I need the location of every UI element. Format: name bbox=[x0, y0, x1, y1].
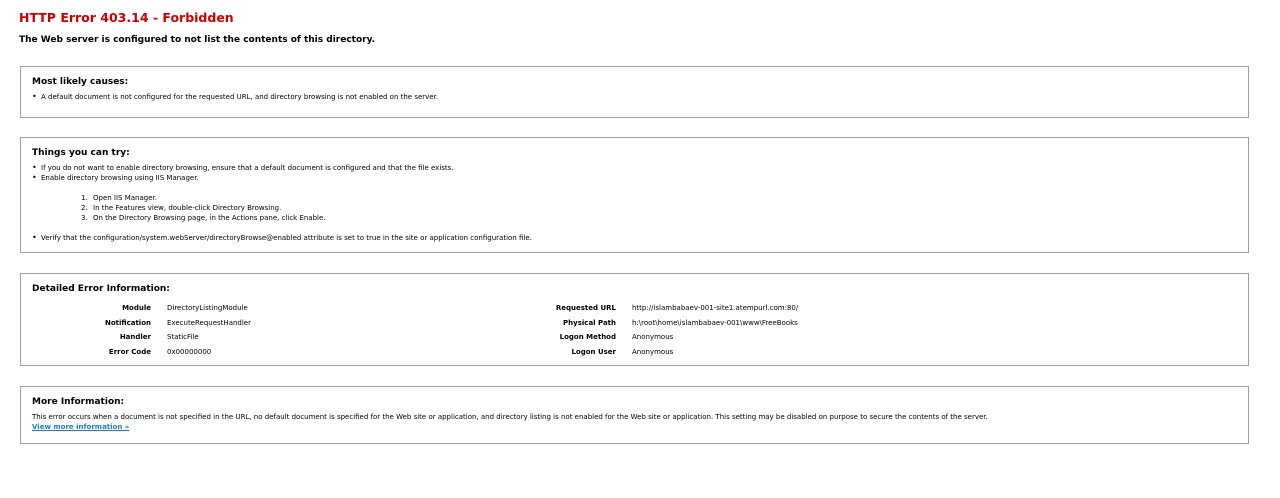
error-subtitle: The Web server is configured to not list the contents of this directory. bbox=[19, 35, 376, 45]
causes-heading: Most likely causes: bbox=[32, 77, 129, 87]
step-number: 2. bbox=[81, 204, 88, 212]
detailed-error-information-section bbox=[20, 273, 1249, 366]
things-you-can-try-section bbox=[20, 137, 1249, 253]
step-text: Open IIS Manager. bbox=[93, 194, 157, 202]
details-table-right bbox=[485, 301, 798, 359]
try-heading: Things you can try: bbox=[32, 148, 130, 158]
detail-label: Physical Path bbox=[563, 318, 616, 327]
detail-value: StaticFile bbox=[167, 333, 199, 341]
list-item bbox=[81, 193, 1237, 203]
table-row bbox=[485, 316, 798, 331]
try-list bbox=[32, 163, 1237, 183]
list-item: • If you do not want to enable directory browsing, ensure that a default document is configured and that the file exists. bbox=[32, 163, 1237, 173]
error-title: HTTP Error 403.14 - Forbidden bbox=[19, 10, 234, 25]
detail-value: DirectoryListingModule bbox=[167, 304, 248, 312]
table-row bbox=[21, 345, 251, 360]
detail-value: Anonymous bbox=[632, 347, 674, 356]
table-row bbox=[21, 301, 251, 316]
most-likely-causes-section bbox=[20, 66, 1249, 118]
step-text: On the Directory Browsing page, in the Actions pane, click Enable. bbox=[93, 214, 326, 222]
table-row bbox=[485, 345, 798, 360]
detail-label: Handler bbox=[119, 333, 151, 341]
list-item-text: Enable directory browsing using IIS Manager. bbox=[41, 174, 199, 182]
more-heading: More Information: bbox=[32, 397, 125, 407]
detail-label: Notification bbox=[104, 318, 151, 327]
detail-value: h:\root\home\islambabaev-001\www\FreeBooks bbox=[632, 318, 798, 327]
error-header bbox=[19, 10, 375, 46]
iis-steps-list bbox=[32, 193, 1237, 223]
detail-label: Module bbox=[122, 304, 151, 312]
list-item: • A default document is not configured for the requested URL, and directory browsing is not enabled on the server. bbox=[32, 92, 1237, 102]
table-row bbox=[485, 330, 798, 345]
step-number: 3. bbox=[81, 214, 88, 222]
table-row bbox=[21, 330, 251, 345]
list-item: • Verify that the configuration/system.webServer/directoryBrowse@enabled attribute is set to true in the site or application configuration file. bbox=[32, 233, 1237, 243]
step-number: 1. bbox=[81, 194, 88, 202]
detail-value: Anonymous bbox=[632, 333, 674, 341]
view-more-information-link[interactable]: View more information » bbox=[32, 423, 130, 431]
try-list-continued bbox=[32, 233, 1237, 243]
details-table-left bbox=[21, 301, 251, 359]
list-item bbox=[32, 173, 1237, 183]
detail-label: Requested URL bbox=[555, 304, 616, 312]
table-row bbox=[21, 316, 251, 331]
list-item bbox=[81, 203, 1237, 213]
step-text: In the Features view, double-click Directory Browsing. bbox=[93, 204, 282, 212]
table-row bbox=[485, 301, 798, 316]
list-item bbox=[81, 213, 1237, 223]
more-information-section bbox=[20, 386, 1249, 444]
detail-label: Error Code bbox=[108, 347, 151, 356]
detail-value: http://islambabaev-001-site1.atempurl.com:80/ bbox=[632, 304, 799, 312]
detail-label: Logon Method bbox=[559, 333, 616, 341]
causes-list bbox=[32, 92, 1237, 102]
detail-value: ExecuteRequestHandler bbox=[167, 318, 251, 327]
detail-label: Logon User bbox=[571, 347, 616, 356]
detail-value: 0x00000000 bbox=[167, 347, 212, 356]
more-description: This error occurs when a document is not specified in the URL, no default document is specified for the Web site or application, and directory listing is not enabled for the Web site or application. This setting may be disabled on purpose to secure the contents of the server. bbox=[32, 413, 988, 421]
details-heading: Detailed Error Information: bbox=[32, 284, 170, 294]
